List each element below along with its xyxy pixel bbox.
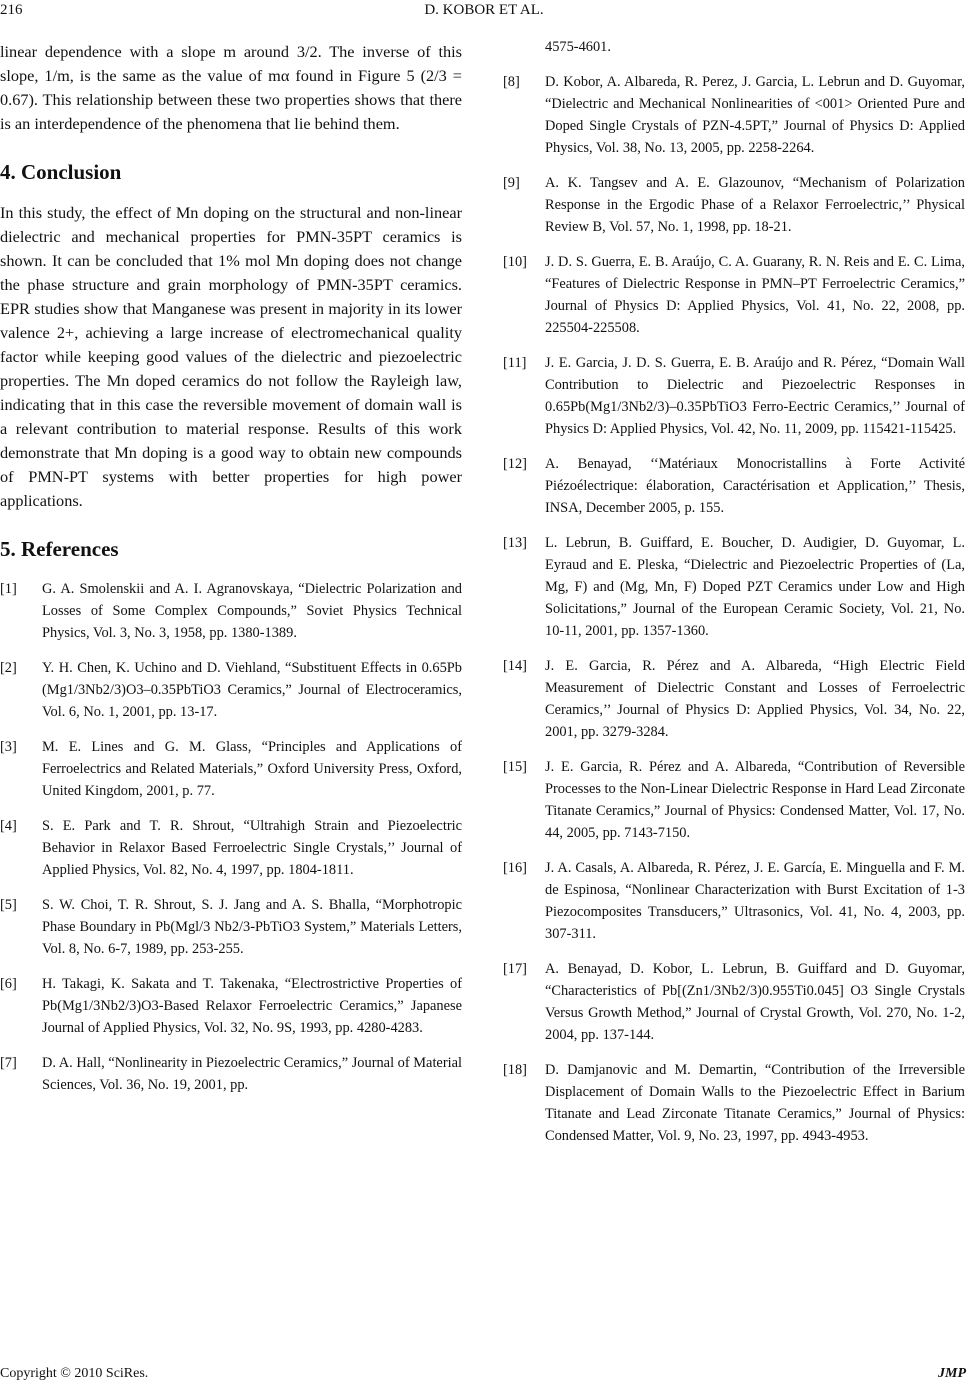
reference-item (503, 958, 965, 1046)
right-column (503, 36, 965, 1160)
reference-number: [3] (0, 739, 17, 755)
reference-text: A. Benayad, ‘‘Matériaux Monocristallins à Forte Activité Piézoélectrique: élaboration, Caractérisation et Application,’’ Thesis, INSA, December 2005, p. 155. (545, 456, 965, 516)
reference-number: [5] (0, 897, 17, 913)
reference-item (0, 1052, 462, 1096)
reference-item (503, 251, 965, 339)
reference-item (503, 532, 965, 642)
reference-item (503, 857, 965, 945)
reference-text: A. Benayad, D. Kobor, L. Lebrun, B. Guiffard and D. Guyomar, “Characteristics of Pb[(Zn1/3Nb2/3)0.955Ti0.045] O3 Single Crystals Versus Growth Method,” Journal of Crystal Growth, Vol. 270, No. 1-2, 2004, pp. 137-144. (545, 961, 965, 1043)
reference-item (0, 973, 462, 1039)
reference-item (503, 453, 965, 519)
reference-text: S. E. Park and T. R. Shrout, “Ultrahigh Strain and Piezoelectric Behavior in Relaxor Based Ferroelectric Single Crystals,’’ Journal of Applied Physics, Vol. 82, No. 4, 1997, pp. 1804-1811. (42, 818, 462, 878)
reference-text: D. Kobor, A. Albareda, R. Perez, J. Garcia, L. Lebrun and D. Guyomar, “Dielectric and Mechanical Nonlinearities of <001> Oriented Pure and Doped Single Crystals of PZN-4.5PT,” Journal of Physics D: Applied Physics, Vol. 38, No. 13, 2005, pp. 2258-2264. (545, 74, 965, 156)
references-heading: 5. References (0, 537, 119, 561)
reference-item (0, 578, 462, 644)
reference-text: 4575-4601. (545, 39, 611, 55)
reference-text: J. E. Garcia, R. Pérez and A. Albareda, “High Electric Field Measurement of Dielectric Constant and Losses of Ferroelectric Ceramics,’’ Journal of Physics D: Applied Physics, Vol. 34, No. 22, 2001, pp. 3279-3284. (545, 658, 965, 740)
reference-number: [8] (503, 74, 520, 90)
reference-item (503, 1059, 965, 1147)
reference-number: [16] (503, 860, 527, 876)
reference-number: [10] (503, 254, 527, 270)
reference-item (0, 657, 462, 723)
references-list-left (0, 578, 462, 1096)
reference-number: [11] (503, 355, 527, 371)
references-list-right (503, 71, 965, 1147)
reference-text: D. Damjanovic and M. Demartin, “Contribution of the Irreversible Displacement of Domain Walls to the Piezoelectric Effect in Barium Titanate and Lead Zirconate Titanate Ceramics,” Journal of Physics: Condensed Matter, Vol. 9, No. 23, 1997, pp. 4943-4953. (545, 1062, 965, 1144)
reference-text: J. E. Garcia, R. Pérez and A. Albareda, “Contribution of Reversible Processes to the Non-Linear Dielectric Response in Hard Lead Zirconate Titanate Ceramics,” Journal of Physics: Condensed Matter, Vol. 17, No. 44, 2005, pp. 7143-7150. (545, 759, 965, 841)
reference-text: D. A. Hall, “Nonlinearity in Piezoelectric Ceramics,” Journal of Material Sciences, Vol. 36, No. 19, 2001, pp. (42, 1055, 462, 1093)
reference-text: L. Lebrun, B. Guiffard, E. Boucher, D. Audigier, D. Guyomar, L. Eyraud and E. Pleska, “Dielectric and Piezoelectric Properties of (La, Mg, F) and (Mg, Mn, F) Doped PZT Ceramics under Low and High Solicitations,” Journal of the European Ceramic Society, Vol. 21, No. 10-11, 2001, pp. 1357-1360. (545, 535, 965, 639)
reference-number: [1] (0, 581, 17, 597)
reference-number: [18] (503, 1062, 527, 1078)
reference-text: A. K. Tangsev and A. E. Glazounov, “Mechanism of Polarization Response in the Ergodic Phase of a Relaxor Ferroelectric,’’ Physical Review B, Vol. 57, No. 1, 1998, pp. 18-21. (545, 175, 965, 235)
copyright-notice: Copyright © 2010 SciRes. (0, 1366, 149, 1381)
reference-number: [2] (0, 660, 17, 676)
reference-number: [12] (503, 456, 527, 472)
reference-item (503, 655, 965, 743)
reference-item (503, 756, 965, 844)
reference-number: [14] (503, 658, 527, 674)
reference-text: H. Takagi, K. Sakata and T. Takenaka, “Electrostrictive Properties of Pb(Mg1/3Nb2/3)O3-Based Relaxor Ferroelectric Ceramics,” Japanese Journal of Applied Physics, Vol. 32, No. 9S, 1993, pp. 4280-4283. (42, 976, 462, 1036)
reference-number: [7] (0, 1055, 17, 1071)
reference-number: [9] (503, 175, 520, 191)
reference-text: J. D. S. Guerra, E. B. Araújo, C. A. Guarany, R. N. Reis and E. C. Lima, “Features of Dielectric Response in PMN–PT Ferroelectric Ceramics,” Journal of Physics D: Applied Physics, Vol. 41, No. 22, 2008, pp. 225504-225508. (545, 254, 965, 336)
reference-text: J. E. Garcia, J. D. S. Guerra, E. B. Araújo and R. Pérez, “Domain Wall Contribution to Dielectric and Piezoelectric Responses in 0.65Pb(Mg1/3Nb2/3)–0.35PbTiO3 Ferro-Eectric Ceramics,’’ Journal of Physics D: Applied Physics, Vol. 42, No. 11, 2009, pp. 115421-115425. (545, 355, 965, 437)
reference-number: [15] (503, 759, 527, 775)
reference-text: M. E. Lines and G. M. Glass, “Principles and Applications of Ferroelectrics and Related Materials,” Oxford University Press, Oxford, United Kingdom, 2001, p. 77. (42, 739, 462, 799)
reference-item (0, 736, 462, 802)
reference-item (0, 815, 462, 881)
page-header (0, 2, 968, 26)
reference-text: Y. H. Chen, K. Uchino and D. Viehland, “Substituent Effects in 0.65Pb (Mg1/3Nb2/3)O3–0.35PbTiO3 Ceramics,” Journal of Electroceramics, Vol. 6, No. 1, 2001, pp. 13-17. (42, 660, 462, 720)
conclusion-paragraph: In this study, the effect of Mn doping on the structural and non-linear dielectric and mechanical properties for PMN-35PT ceramics is shown. It can be concluded that 1% mol Mn doping does not change the phase structure and grain morphology of PMN-35PT ceramics. EPR studies show that Manganese was present in majority in its lower valence 2+, achieving a large increase of electromechanical quality factor while keeping good values of the dielectric and piezoelectric properties. The Mn doped ceramics do not follow the Rayleigh law, indicating that in this case the reversible movement of domain wall is a relevant contribution to material response. Results of this work demonstrate that Mn doping is a good way to obtain new compounds of PMN-PT systems with better properties for high power applications. (0, 203, 462, 510)
reference-text: G. A. Smolenskii and A. I. Agranovskaya, “Dielectric Polarization and Losses of Some Complex Compounds,” Soviet Physics Technical Physics, Vol. 3, No. 3, 1958, pp. 1380-1389. (42, 581, 462, 641)
reference-number: [4] (0, 818, 17, 834)
reference-item (0, 894, 462, 960)
reference-number: [13] (503, 535, 527, 551)
reference-item (503, 71, 965, 159)
reference-text: S. W. Choi, T. R. Shrout, S. J. Jang and A. S. Bhalla, “Morphotropic Phase Boundary in Pb(Mgl/3 Nb2/3-PbTiO3 System,” Materials Letters, Vol. 8, No. 6-7, 1989, pp. 253-255. (42, 897, 462, 957)
page-number: 216 (0, 2, 23, 18)
left-column (0, 40, 462, 1109)
reference-number: [17] (503, 961, 527, 977)
journal-abbreviation: JMP (938, 1366, 966, 1381)
running-authors: D. KOBOR ET AL. (424, 2, 544, 18)
reference-item (503, 352, 965, 440)
reference-text: J. A. Casals, A. Albareda, R. Pérez, J. E. García, E. Minguella and F. M. de Espinosa, “Nonlinear Characterization with Burst Excitation of 1-3 Piezocomposites Transducers,” Ultrasonics, Vol. 41, No. 4, 2003, pp. 307-311. (545, 860, 965, 942)
reference-number: [6] (0, 976, 17, 992)
reference-continuation (503, 36, 965, 58)
reference-item (503, 172, 965, 238)
conclusion-heading: 4. Conclusion (0, 160, 122, 184)
intro-paragraph: linear dependence with a slope m around 3/2. The inverse of this slope, 1/m, is the same as the value of mα found in Figure 5 (2/3 = 0.67). This relationship between these two properties shows that there is an interdependence of the phenomena that lie behind them. (0, 42, 462, 133)
